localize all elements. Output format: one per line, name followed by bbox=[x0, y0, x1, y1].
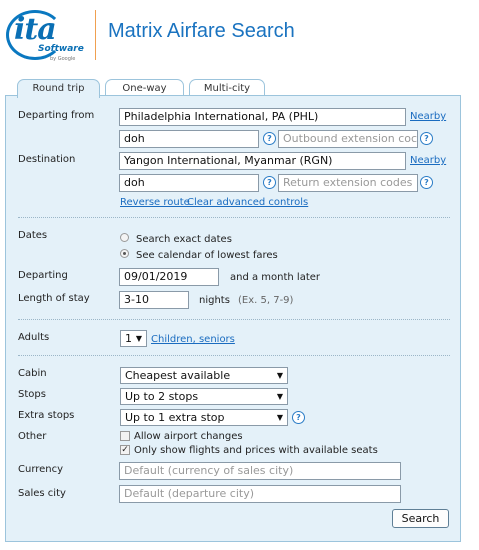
allow-airport-changes-checkbox[interactable] bbox=[120, 431, 130, 441]
departing-from-label: Departing from bbox=[18, 110, 95, 121]
departing-from-input[interactable]: Philadelphia International, PA (PHL) bbox=[119, 108, 406, 126]
ita-software-logo bbox=[6, 6, 84, 62]
section-divider bbox=[18, 319, 450, 320]
return-extension-input[interactable]: Return extension codes bbox=[278, 174, 418, 192]
tab-round-trip[interactable]: Round trip bbox=[17, 79, 100, 98]
currency-input[interactable]: Default (currency of sales city) bbox=[119, 462, 401, 480]
departing-date-input[interactable]: 09/01/2019 bbox=[119, 268, 219, 286]
cabin-select[interactable] bbox=[120, 367, 288, 384]
search-form-panel bbox=[5, 95, 461, 542]
chevron-down-icon: ▼ bbox=[135, 334, 142, 343]
adults-value: 1 bbox=[125, 332, 132, 345]
section-divider bbox=[18, 355, 450, 356]
search-exact-dates-label: Search exact dates bbox=[136, 234, 232, 245]
nearby-origin-link[interactable]: Nearby bbox=[410, 111, 447, 122]
allow-airport-changes-label: Allow airport changes bbox=[134, 431, 243, 442]
outbound-extension-input[interactable]: Outbound extension coc bbox=[278, 130, 418, 148]
logo-ita-text: ita bbox=[14, 12, 56, 47]
length-of-stay-input[interactable]: 3-10 bbox=[119, 291, 189, 309]
stops-label: Stops bbox=[18, 389, 46, 400]
other-label: Other bbox=[18, 431, 47, 442]
section-divider bbox=[18, 217, 450, 218]
stops-value: Up to 2 stops bbox=[125, 390, 199, 403]
nearby-destination-link[interactable]: Nearby bbox=[410, 155, 447, 166]
sales-city-label: Sales city bbox=[18, 488, 66, 499]
destination-code-input[interactable]: doh bbox=[119, 174, 259, 192]
sales-city-input[interactable]: Default (departure city) bbox=[119, 485, 401, 503]
nights-label: nights bbox=[199, 295, 230, 306]
header-divider bbox=[95, 10, 96, 60]
only-available-seats-checkbox[interactable]: ✓ bbox=[121, 445, 129, 455]
only-available-seats-label: Only show flights and prices with available seats bbox=[134, 445, 378, 456]
stay-hint: (Ex. 5, 7-9) bbox=[238, 295, 294, 306]
chevron-down-icon: ▼ bbox=[276, 413, 283, 422]
destination-input[interactable]: Yangon International, Myanmar (RGN) bbox=[119, 152, 406, 170]
extra-stops-label: Extra stops bbox=[18, 410, 75, 421]
cabin-label: Cabin bbox=[18, 368, 47, 379]
chevron-down-icon: ▼ bbox=[276, 371, 283, 380]
logo-google-text: by Google bbox=[50, 56, 76, 62]
search-button[interactable]: Search bbox=[392, 509, 449, 528]
currency-label: Currency bbox=[18, 464, 64, 475]
search-exact-dates-radio[interactable] bbox=[120, 233, 129, 242]
chevron-down-icon: ▼ bbox=[276, 392, 283, 401]
extra-stops-select[interactable] bbox=[120, 409, 288, 426]
dates-label: Dates bbox=[18, 230, 48, 241]
extra-stops-value: Up to 1 extra stop bbox=[125, 411, 225, 424]
departing-date-suffix: and a month later bbox=[230, 272, 321, 283]
length-of-stay-label: Length of stay bbox=[18, 293, 90, 304]
page-title: Matrix Airfare Search bbox=[108, 20, 295, 42]
children-seniors-link[interactable]: Children, seniors bbox=[151, 334, 235, 345]
origin-code-input[interactable]: doh bbox=[119, 130, 259, 148]
help-icon[interactable]: ? bbox=[292, 411, 305, 424]
tab-multi-city[interactable]: Multi-city bbox=[189, 79, 265, 96]
help-icon[interactable]: ? bbox=[420, 132, 433, 145]
adults-label: Adults bbox=[18, 332, 50, 343]
reverse-route-link[interactable]: Reverse route bbox=[120, 197, 190, 208]
cabin-value: Cheapest available bbox=[125, 369, 231, 382]
clear-advanced-controls-link[interactable]: Clear advanced controls bbox=[187, 197, 309, 208]
adults-select[interactable] bbox=[120, 330, 147, 347]
destination-label: Destination bbox=[18, 154, 76, 165]
calendar-lowest-fares-radio[interactable] bbox=[120, 249, 129, 258]
help-icon[interactable]: ? bbox=[263, 176, 276, 189]
stops-select[interactable] bbox=[120, 388, 288, 405]
logo-software-text: Software bbox=[38, 44, 84, 54]
help-icon[interactable]: ? bbox=[420, 176, 433, 189]
help-icon[interactable]: ? bbox=[263, 132, 276, 145]
departing-date-label: Departing bbox=[18, 270, 68, 281]
tab-one-way[interactable]: One-way bbox=[105, 79, 184, 96]
calendar-lowest-fares-label: See calendar of lowest fares bbox=[136, 250, 278, 261]
